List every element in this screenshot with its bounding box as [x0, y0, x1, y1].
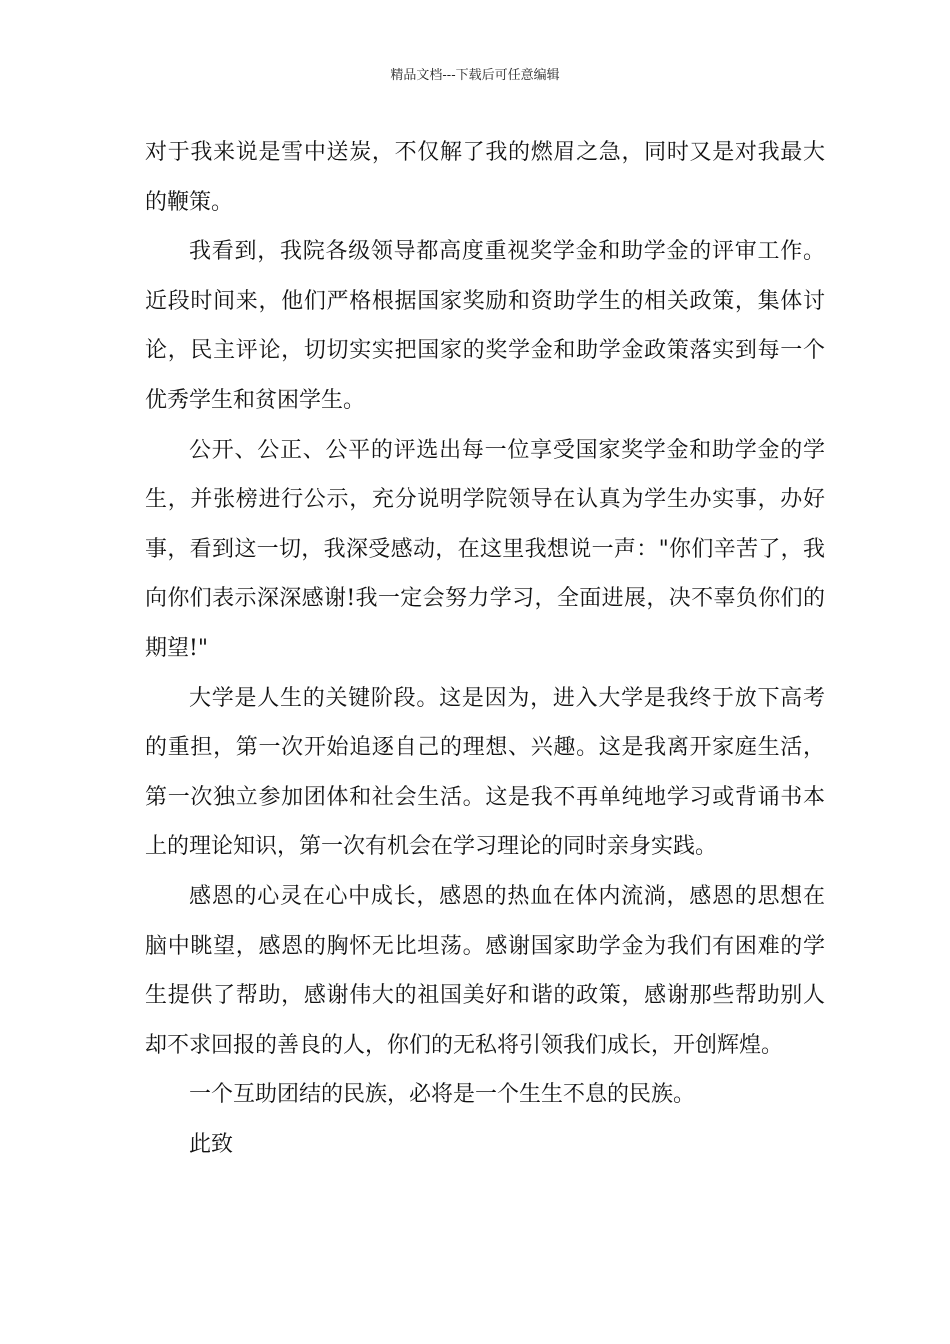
- page-header: 精品文档---下载后可任意编辑: [390, 68, 560, 83]
- paragraph: 公开、公正、公平的评选出每一位享受国家奖学金和助学金的学生，并张榜进行公示，充分说明学院领导在认真为学生办实事，办好事，看到这一切，我深受感动，在这里我想说一声："你们辛苦了，我向你们表示深深感谢!我一定会努力学习，全面进展，决不辜负你们的期望!": [145, 437, 825, 661]
- paragraph: 对于我来说是雪中送炭，不仅解了我的燃眉之急，同时又是对我最大的鞭策。: [145, 140, 825, 215]
- paragraph: 感恩的心灵在心中成长，感恩的热血在体内流淌，感恩的思想在脑中眺望，感恩的胸怀无比坦荡。感谢国家助学金为我们有困难的学生提供了帮助，感谢伟大的祖国美好和谐的政策，感谢那些帮助别人却不求回报的善良的人，你们的无私将引领我们成长，开创辉煌。: [145, 883, 825, 1058]
- paragraph: 一个互助团结的民族，必将是一个生生不息的民族。: [189, 1082, 696, 1108]
- body-text: [145, 128, 825, 1169]
- paragraph: 大学是人生的关键阶段。这是因为，进入大学是我终于放下高考的重担，第一次开始追逐自己的理想、兴趣。这是我离开家庭生活，第一次独立参加团体和社会生活。这是我不再单纯地学习或背诵书本上的理论知识，第一次有机会在学习理论的同时亲身实践。: [145, 685, 825, 860]
- paragraph: 我看到，我院各级领导都高度重视奖学金和助学金的评审工作。近段时间来，他们严格根据国家奖励和资助学生的相关政策，集体讨论，民主评论，切切实实把国家的奖学金和助学金政策落实到每一个优秀学生和贫困学生。: [145, 239, 825, 413]
- closing-salutation: 此致: [189, 1131, 234, 1157]
